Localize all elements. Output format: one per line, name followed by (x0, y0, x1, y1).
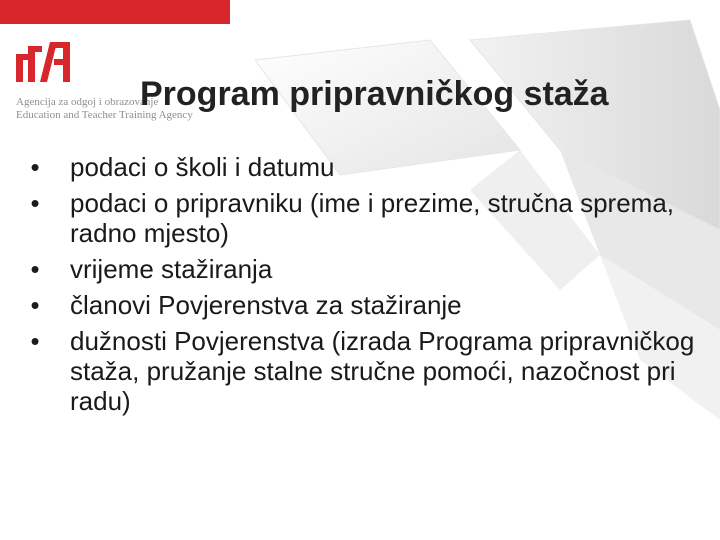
list-item (28, 326, 710, 416)
bullet-list (28, 152, 708, 422)
slide-title: Program pripravničkog staža (140, 75, 609, 113)
list-item (28, 290, 710, 320)
list-item (28, 152, 710, 182)
list-item (28, 188, 710, 248)
bullet-icon: • (30, 290, 40, 320)
list-item-text: članovi Povjerenstva za stažiranje (70, 290, 462, 320)
bullet-icon: • (30, 188, 40, 218)
list-item-text: vrijeme stažiranja (70, 254, 273, 284)
bullet-icon: • (30, 326, 40, 356)
agency-logo-icon (16, 42, 72, 82)
agency-name-en: Education and Teacher Training Agency (16, 109, 193, 121)
bullet-icon: • (30, 254, 40, 284)
bullet-icon: • (30, 152, 40, 182)
agency-name-hr: Agencija za odgoj i obrazovanje (16, 96, 159, 108)
list-item-text: dužnosti Povjerenstva (izrada Programa pripravničkog staža, pružanje stalne stručne pomoći, nazočnost pri radu) (70, 326, 695, 416)
list-item (28, 254, 710, 284)
list-item-text: podaci o školi i datumu (70, 152, 335, 182)
list-item-text: podaci o pripravniku (ime i prezime, stručna sprema, radno mjesto) (70, 188, 675, 248)
